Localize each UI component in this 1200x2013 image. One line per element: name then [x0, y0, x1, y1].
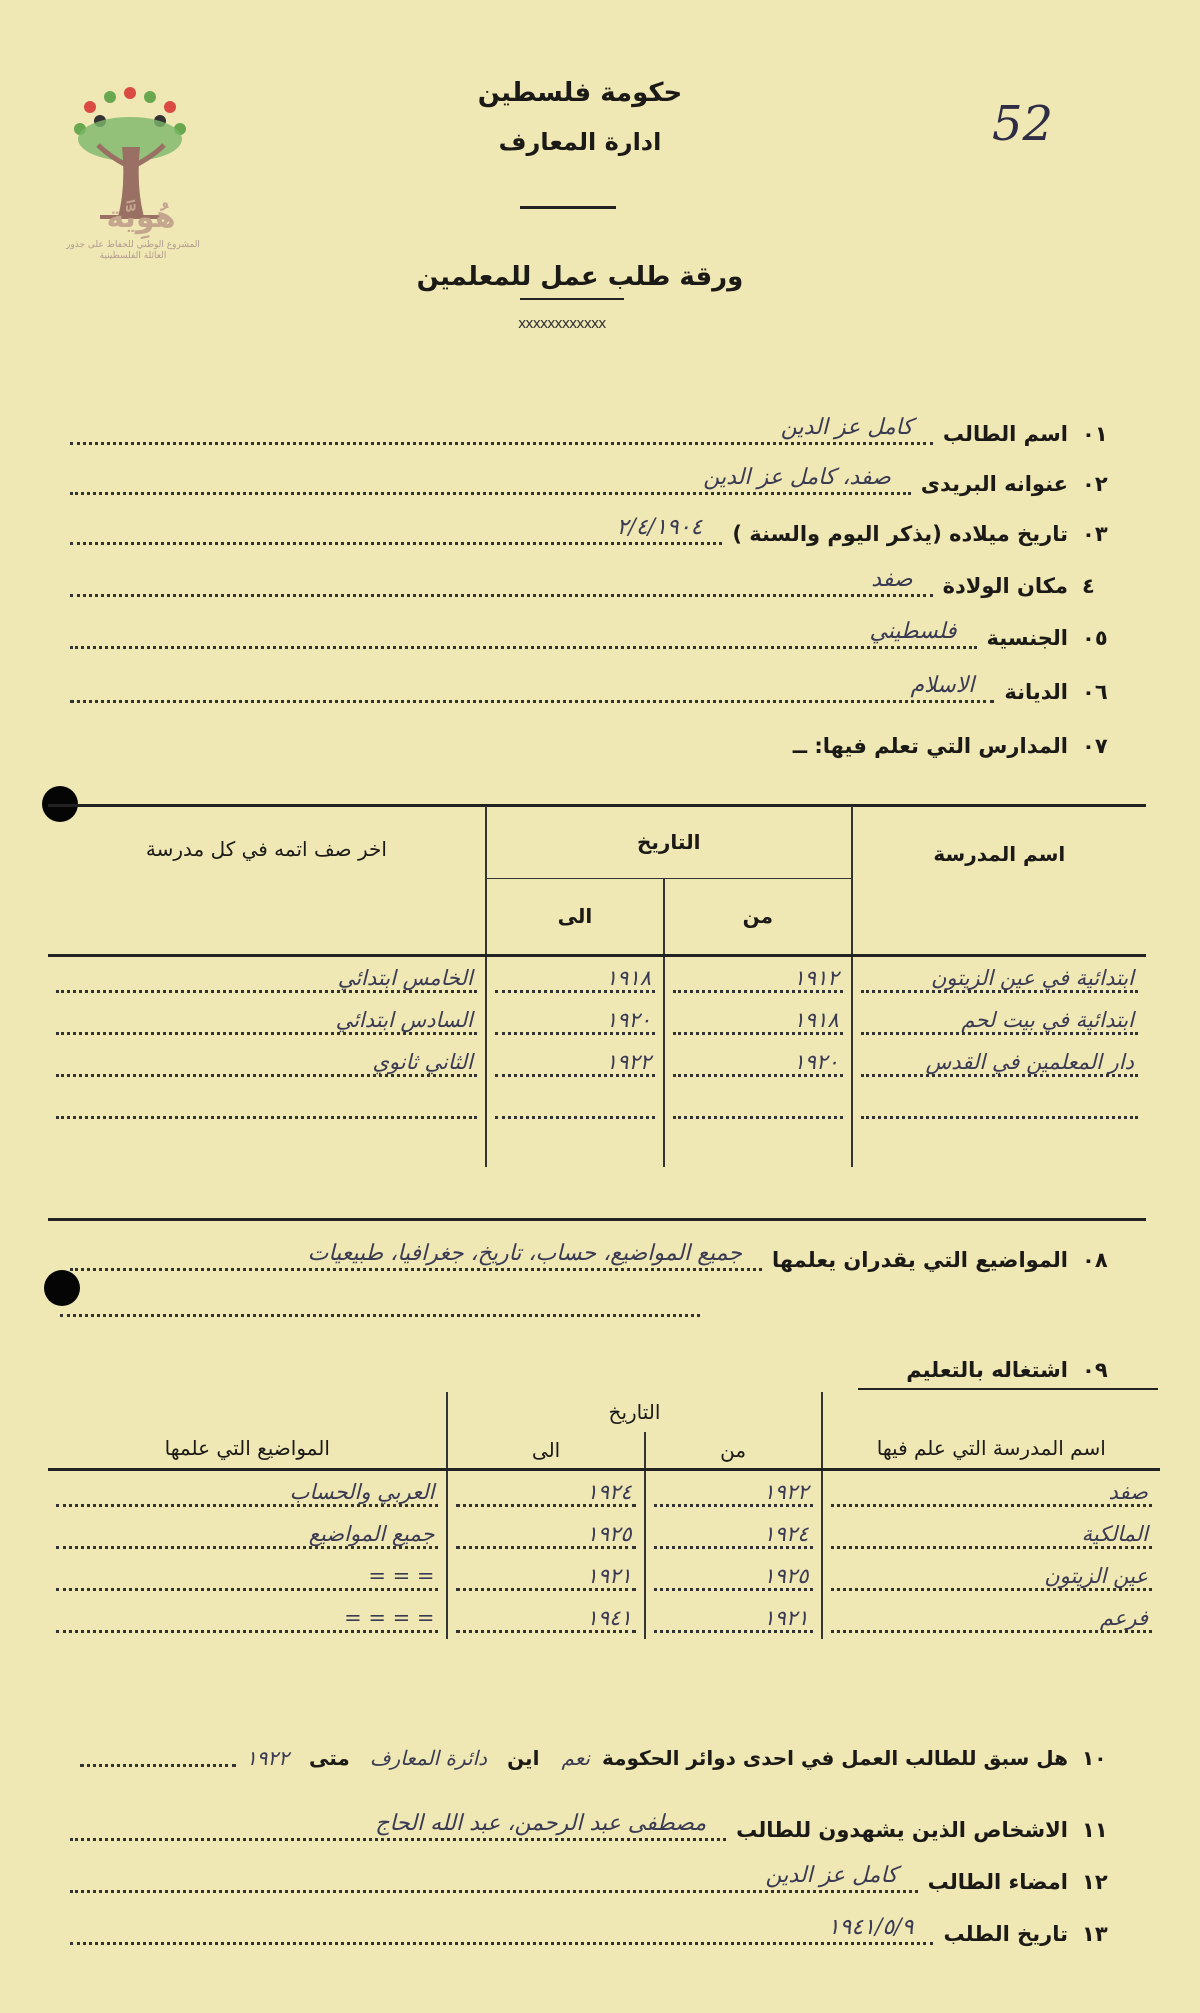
table-row	[48, 1470, 1160, 1514]
field-value-line[interactable]	[70, 618, 977, 649]
previous-work-where[interactable]: دائرة المعارف	[369, 1746, 488, 1770]
field-value: صفد، كامل عز الدين	[703, 464, 891, 490]
field-label: الاشخاص الذين يشهدون للطالب	[736, 1818, 1068, 1842]
field-number: ١١	[1082, 1818, 1108, 1842]
field-value-line[interactable]	[70, 1914, 933, 1945]
teaching-table	[48, 1392, 1160, 1639]
field-request-date	[60, 1914, 1120, 1954]
table-row	[48, 1597, 1160, 1639]
field-number: ٤	[1082, 574, 1095, 598]
where-label: اين	[507, 1746, 540, 1770]
cell-teaching-to: ١٩٢١	[586, 1563, 632, 1588]
cell-to: ١٩٢٠	[605, 1007, 652, 1032]
col-teaching-subjects: المواضيع التي علمها	[164, 1436, 330, 1460]
watermark-name: هُوِيَّة	[106, 200, 176, 235]
field-subjects-continuation[interactable]	[60, 1310, 700, 1317]
watermark-tagline: المشروع الوطني للحفاظ على جذور العائلة الفلسطينية	[66, 240, 200, 261]
field-value-line[interactable]	[70, 1810, 726, 1841]
field-postal-address	[60, 464, 1120, 504]
cell-from: ١٩١٨	[793, 1007, 839, 1032]
col-last-class: اخر صف اتمه في كل مدرسة	[145, 837, 387, 861]
cell-teaching-to: ١٩٤١	[586, 1605, 632, 1630]
zigzag-ornament: xxxxxxxxxxxx	[518, 316, 606, 332]
field-number: ٠٢	[1082, 472, 1108, 496]
field-birth-date	[60, 514, 1120, 554]
table-row	[48, 1083, 1146, 1125]
table-row	[48, 1041, 1146, 1083]
cell-last-class: السادس ابتدائي	[335, 1007, 473, 1032]
field-label: الجنسية	[986, 626, 1068, 650]
field-label: اسم الطالب	[942, 422, 1068, 446]
field-value-line[interactable]	[70, 514, 722, 545]
cell-from: ١٩١٢	[793, 965, 839, 990]
field-value-line[interactable]	[70, 672, 994, 703]
cell-teaching-subjects: العربي والحساب	[289, 1479, 435, 1504]
field-student-name	[60, 414, 1120, 454]
cell-teaching-school: عين الزيتون	[1044, 1563, 1148, 1588]
department-title: ادارة المعارف	[498, 128, 662, 156]
field-label: اشتغاله بالتعليم	[906, 1358, 1068, 1382]
cell-teaching-to: ١٩٢٤	[586, 1479, 632, 1504]
schools-section-heading	[560, 726, 1120, 766]
col-teaching-from: من	[645, 1432, 822, 1468]
cell-school: ابتدائية في بيت لحم	[961, 1007, 1134, 1032]
col-teaching-to: الى	[447, 1432, 644, 1468]
field-value: كامل عز الدين	[780, 414, 913, 440]
col-teaching-school: اسم المدرسة التي علم فيها	[822, 1392, 1160, 1468]
field-number: ٠٩	[1082, 1358, 1108, 1382]
government-title: حكومة فلسطين	[477, 78, 683, 108]
field-birth-place	[60, 566, 1120, 606]
cell-teaching-subjects: = = = =	[344, 1605, 435, 1630]
form-title: ورقة طلب عمل للمعلمين	[416, 262, 744, 292]
field-value: جميع المواضيع، حساب، تاريخ، جغرافيا، طبيعيات	[307, 1240, 742, 1266]
field-value: ٢/٤/١٩٠٤	[616, 514, 703, 540]
schools-table	[48, 806, 1146, 1167]
title-underline	[520, 298, 624, 300]
cell-to: ١٩٢٢	[605, 1049, 652, 1074]
col-date: التاريخ	[486, 806, 852, 878]
table-row	[48, 999, 1146, 1041]
cell-from: ١٩٢٠	[793, 1049, 839, 1074]
field-value-line[interactable]	[70, 1862, 918, 1893]
previous-work-answer[interactable]: نعم	[561, 1746, 590, 1770]
field-value: كامل عز الدين	[765, 1862, 898, 1888]
previous-work-when[interactable]: ١٩٢٢	[246, 1746, 290, 1770]
field-religion	[60, 672, 1120, 712]
field-previous-work	[80, 1738, 1120, 1778]
teaching-heading-underline	[858, 1388, 1158, 1390]
field-witnesses	[60, 1810, 1120, 1850]
field-number: ٠٨	[1082, 1248, 1108, 1272]
cell-teaching-school: المالكية	[1081, 1521, 1148, 1546]
cell-teaching-from: ١٩٢١	[763, 1605, 809, 1630]
cell-last-class: الثاني ثانوي	[372, 1049, 473, 1074]
field-number: ٠٧	[1082, 734, 1108, 758]
col-to: الى	[486, 878, 664, 954]
field-value: فلسطيني	[869, 618, 957, 644]
table-row	[48, 1555, 1160, 1597]
table-row	[48, 1513, 1160, 1555]
col-from: من	[664, 878, 852, 954]
cell-teaching-from: ١٩٢٤	[763, 1521, 809, 1546]
field-number: ١٠	[1082, 1746, 1107, 1770]
field-label: مكان الولادة	[942, 574, 1068, 598]
field-label: امضاء الطالب	[927, 1870, 1068, 1894]
field-nationality	[60, 618, 1120, 658]
field-value-line[interactable]	[70, 566, 933, 597]
field-value: ١٩٤١/٥/٩	[827, 1914, 914, 1940]
table-row	[48, 956, 1146, 1000]
teaching-section-heading	[860, 1350, 1120, 1390]
table-bottom-border	[48, 1218, 1146, 1221]
cell-school: دار المعلمين في القدس	[925, 1049, 1134, 1074]
cell-teaching-subjects: جميع المواضيع	[308, 1521, 435, 1546]
field-value-line[interactable]	[70, 464, 911, 495]
punch-hole	[44, 1270, 80, 1306]
header-divider	[520, 206, 616, 209]
field-number: ٠١	[1082, 422, 1108, 446]
field-value-line[interactable]	[70, 1240, 762, 1271]
cell-last-class: الخامس ابتدائي	[337, 965, 473, 990]
field-signature	[60, 1862, 1120, 1902]
field-value: الاسلام	[910, 672, 975, 698]
cell-to: ١٩١٨	[605, 965, 652, 990]
col-school: اسم المدرسة	[852, 806, 1146, 954]
page-number: 52	[992, 96, 1054, 152]
cell-teaching-school: صفد	[1108, 1479, 1148, 1504]
col-teaching-date: التاريخ	[447, 1392, 821, 1432]
field-label: تاريخ الطلب	[943, 1922, 1068, 1946]
field-label: المدارس التي تعلم فيها: ــ	[792, 734, 1068, 758]
field-label: الديانة	[1004, 680, 1068, 704]
field-value: مصطفى عبد الرحمن، عبد الله الحاج	[375, 1810, 707, 1836]
field-subjects	[60, 1240, 1120, 1280]
field-number: ١٣	[1082, 1922, 1108, 1946]
cell-teaching-to: ١٩٢٥	[586, 1521, 632, 1546]
field-number: ١٢	[1082, 1870, 1108, 1894]
cell-teaching-from: ١٩٢٥	[763, 1563, 809, 1588]
field-label: المواضيع التي يقدران يعلمها	[771, 1248, 1068, 1272]
field-value-line[interactable]	[70, 414, 933, 445]
when-label: متى	[309, 1746, 350, 1770]
cell-school: ابتدائية في عين الزيتون	[930, 965, 1134, 990]
cell-teaching-subjects: = = =	[368, 1563, 435, 1588]
cell-teaching-from: ١٩٢٢	[763, 1479, 809, 1504]
field-label: عنوانه البريدى	[920, 472, 1068, 496]
field-label: هل سبق للطالب العمل في احدى دوائر الحكومة	[601, 1746, 1068, 1770]
field-number: ٠٥	[1082, 626, 1108, 650]
field-value-line	[80, 1750, 236, 1767]
field-label: تاريخ ميلاده (يذكر اليوم والسنة )	[732, 522, 1068, 546]
field-number: ٠٦	[1082, 680, 1108, 704]
field-value: صفد	[871, 566, 913, 592]
cell-teaching-school: فرعم	[1099, 1605, 1148, 1630]
field-number: ٠٣	[1082, 522, 1108, 546]
